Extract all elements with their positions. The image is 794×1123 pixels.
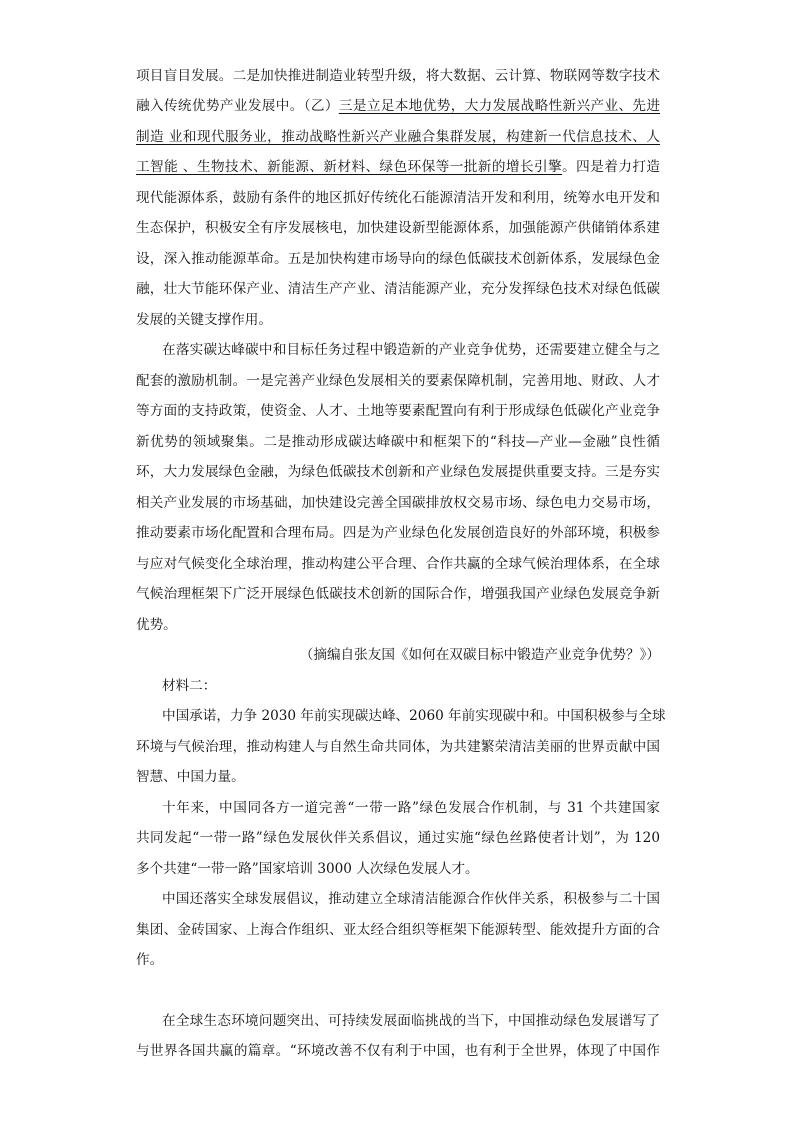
text-line: 中国还落实全球发展倡议，推动建立全球清洁能源合作伙伴关系，积极参与二十国 [162, 891, 660, 907]
text-line: 生态保护，积极安全有序发展核电，加快建设新型能源体系，加强能源产供储销体系建 [136, 220, 660, 236]
text-line: 配套的激励机制。一是完善产业绿色发展相关的要素保障机制，完善用地、财政、人才 [136, 373, 660, 389]
text-line: 优势。 [136, 617, 177, 633]
text-line: 集团、金砖国家、上海合作组织、亚太经合组织等框架下能源转型、能效提升方面的合 [136, 922, 660, 938]
text-line: 十年来，中国同各方一道完善“一带一路”绿色发展合作机制，与 31 个共建国家 [162, 800, 660, 816]
text-line: 新优势的领域聚集。二是推动形成碳达峰碳中和框架下的“科技—产业—金融”良性循 [136, 434, 660, 450]
text-line: 现代能源体系，鼓励有条件的地区抓好传统化石能源清洁开发和利用，统筹水电开发和 [136, 190, 660, 206]
text-line: 共同发起“一带一路”绿色发展伙伴关系倡议，通过实施“绿色丝路使者计划”，为 120 [136, 830, 660, 846]
text-line: 与应对气候变化全球治理，推动构建公平合理、合作共赢的全球气候治理体系，在全球 [136, 556, 660, 572]
text-line: 融，壮大节能环保产业、清洁生产产业、清洁能源产业，充分发挥绿色技术对绿色低碳 [136, 281, 660, 297]
text-line [136, 96, 660, 116]
text-line: 推动要素市场化配置和合理布局。四是为产业绿色化发展创造良好的外部环境，积极参 [136, 525, 660, 541]
underlined-text: 制造 业和现代服务业，推动战略性新兴产业融合集群发展，构建新一代信息技术、人 [136, 129, 660, 145]
text-line: 在全球生态环境问题突出、可持续发展面临挑战的当下，中国推动绿色发展谱写了 [162, 1013, 660, 1029]
text-run: 融入传统优势产业发展中。（乙） [136, 98, 339, 114]
text-line: 气候治理框架下广泛开展绿色低碳技术创新的国际合作，增强我国产业绿色发展竞争新 [136, 586, 660, 602]
text-line: 等方面的支持政策，使资金、人才、土地等要素配置向有利于形成绿色低碳化产业竞争 [136, 403, 660, 419]
text-line [136, 127, 660, 147]
text-line: 与世界各国共赢的篇章。“环境改善不仅有利于中国，也有利于全世界，体现了中国作 [136, 1043, 660, 1059]
text-line: 在落实碳达峰碳中和目标任务过程中锻造新的产业竞争优势，还需要建立健全与之 [162, 342, 660, 358]
text-line: 中国承诺，力争 2030 年前实现碳达峰、2060 年前实现碳中和。中国积极参与全球 [162, 708, 666, 724]
text-line: 环境与气候治理，推动构建人与自然生命共同体，为共建繁荣清洁美丽的世界贡献中国 [136, 739, 660, 755]
underlined-text: 工智能 、生物技术、新能源、新材料、绿色环保等一批新的增长引擎 [136, 159, 563, 175]
text-line: 智慧、中国力量。 [136, 769, 245, 785]
text-line: 设，深入推动能源革命。五是加快构建市场导向的绿色低碳技术创新体系，发展绿色金 [136, 251, 660, 267]
text-line: 作。 [136, 952, 164, 968]
text-line: 多个共建“一带一路”国家培训 3000 人次绿色发展人才。 [136, 861, 479, 877]
text-line: 相关产业发展的市场基础，加快建设完善全国碳排放权交易市场、绿色电力交易市场， [136, 495, 660, 511]
underlined-text: 三是立足本地优势，大力发展战略性新兴产业、先进 [338, 98, 661, 114]
text-line: 项目盲目发展。二是加快推进制造业转型升级，将大数据、云计算、物联网等数字技术 [136, 68, 660, 84]
text-line: 材料二： [162, 678, 217, 694]
text-line [136, 157, 660, 177]
text-run: 。四是着力打造 [562, 159, 661, 175]
source-citation: （摘编自张友国《如何在双碳目标中锻造产业竞争优势？》） [299, 647, 660, 663]
text-line: 发展的关键支撑作用。 [136, 312, 272, 328]
text-line: 环，大力发展绿色金融，为绿色低碳技术创新和产业绿色发展提供重要支持。三是夯实 [136, 464, 660, 480]
